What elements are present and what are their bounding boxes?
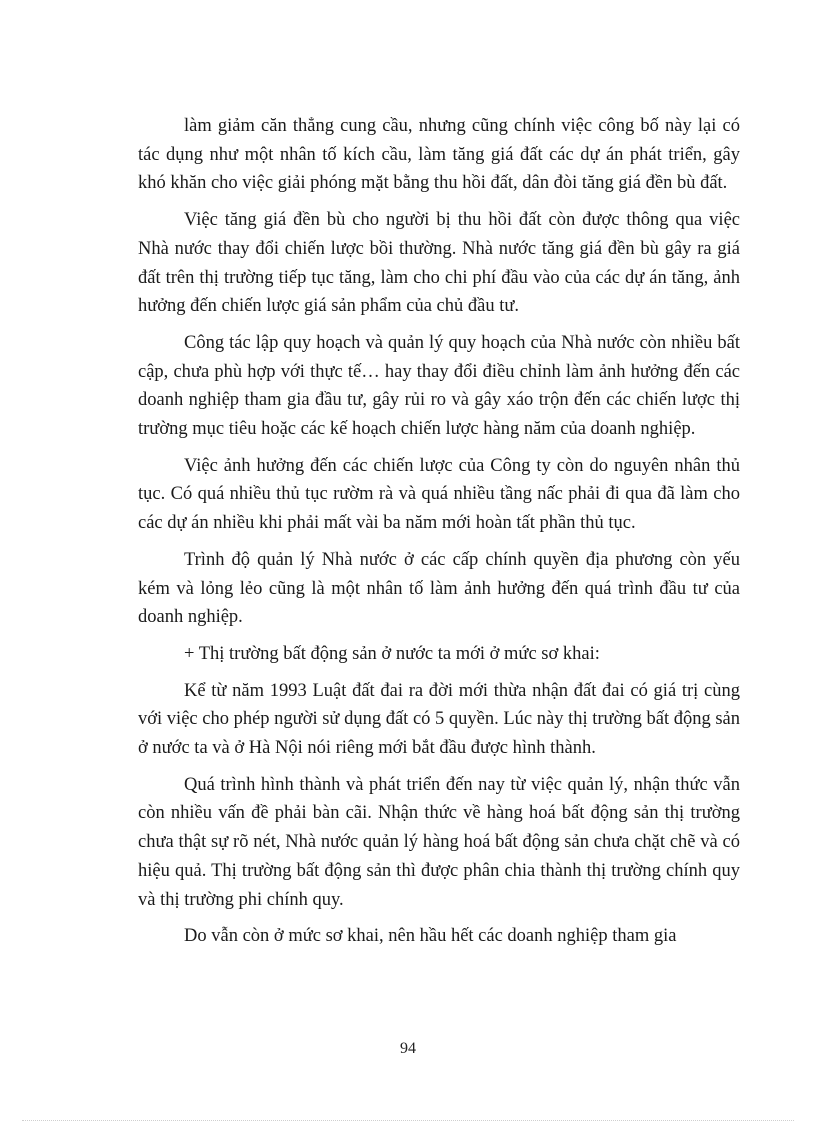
page-bottom-divider xyxy=(22,1120,794,1121)
paragraph-3: Công tác lập quy hoạch và quản lý quy hoạch của Nhà nước còn nhiều bất cập, chưa phù hợp với thực tế… hay thay đổi điều chỉnh làm ảnh hưởng đến các doanh nghiệp tham gia đầu tư, gây rủi ro và gây xáo trộn đến các chiến lược thị trường mục tiêu hoặc các kế hoạch chiến lược hàng năm của doanh nghiệp. xyxy=(138,332,740,440)
body-text xyxy=(138,112,740,959)
paragraph-5: Trình độ quản lý Nhà nước ở các cấp chính quyền địa phương còn yếu kém và lỏng lẻo cũng là một nhân tố làm ảnh hưởng đến quá trình đầu tư của doanh nghiệp. xyxy=(138,549,740,628)
paragraph-6-heading: + Thị trường bất động sản ở nước ta mới ở mức sơ khai: xyxy=(184,643,600,664)
paragraph-4: Việc ảnh hưởng đến các chiến lược của Công ty còn do nguyên nhân thủ tục. Có quá nhiều thủ tục rườm rà và quá nhiều tầng nấc phải đi qua đã làm cho các dự án nhiều khi phải mất vài ba năm mới hoàn tất phần thủ tục. xyxy=(138,455,740,534)
paragraph-2: Việc tăng giá đền bù cho người bị thu hồi đất còn được thông qua việc Nhà nước thay đổi chiến lược bồi thường. Nhà nước tăng giá đền bù gây ra giá đất trên thị trường tiếp tục tăng, làm cho chi phí đầu vào của các dự án tăng, ảnh hưởng đến chiến lược giá sản phẩm của chủ đầu tư. xyxy=(138,210,740,317)
paragraph-1: làm giảm căn thẳng cung cầu, nhưng cũng chính việc công bố này lại có tác dụng như một nhân tố kích cầu, làm tăng giá đất các dự án phát triển, gây khó khăn cho việc giải phóng mặt bằng thu hồi đất, dân đòi tăng giá đền bù đất. xyxy=(138,116,740,194)
paragraph-9: Do vẫn còn ở mức sơ khai, nên hầu hết các doanh nghiệp tham gia xyxy=(184,926,677,947)
page-number: 94 xyxy=(400,1040,416,1057)
paragraph-8: Quá trình hình thành và phát triển đến nay từ việc quản lý, nhận thức vẫn còn nhiều vấn đề phải bàn cãi. Nhận thức về hàng hoá bất động sản thị trường chưa thật sự rõ nét, Nhà nước quản lý hàng hoá bất động sản chưa chặt chẽ và có hiệu quả. Thị trường bất động sản thì được phân chia thành thị trường chính quy và thị trường phi chính quy. xyxy=(138,774,740,910)
paragraph-7: Kể từ năm 1993 Luật đất đai ra đời mới thừa nhận đất đai có giá trị cùng với việc cho phép người sử dụng đất có 5 quyền. Lúc này thị trường bất động sản ở nước ta và ở Hà Nội nói riêng mới bắt đầu được hình thành. xyxy=(138,680,740,759)
